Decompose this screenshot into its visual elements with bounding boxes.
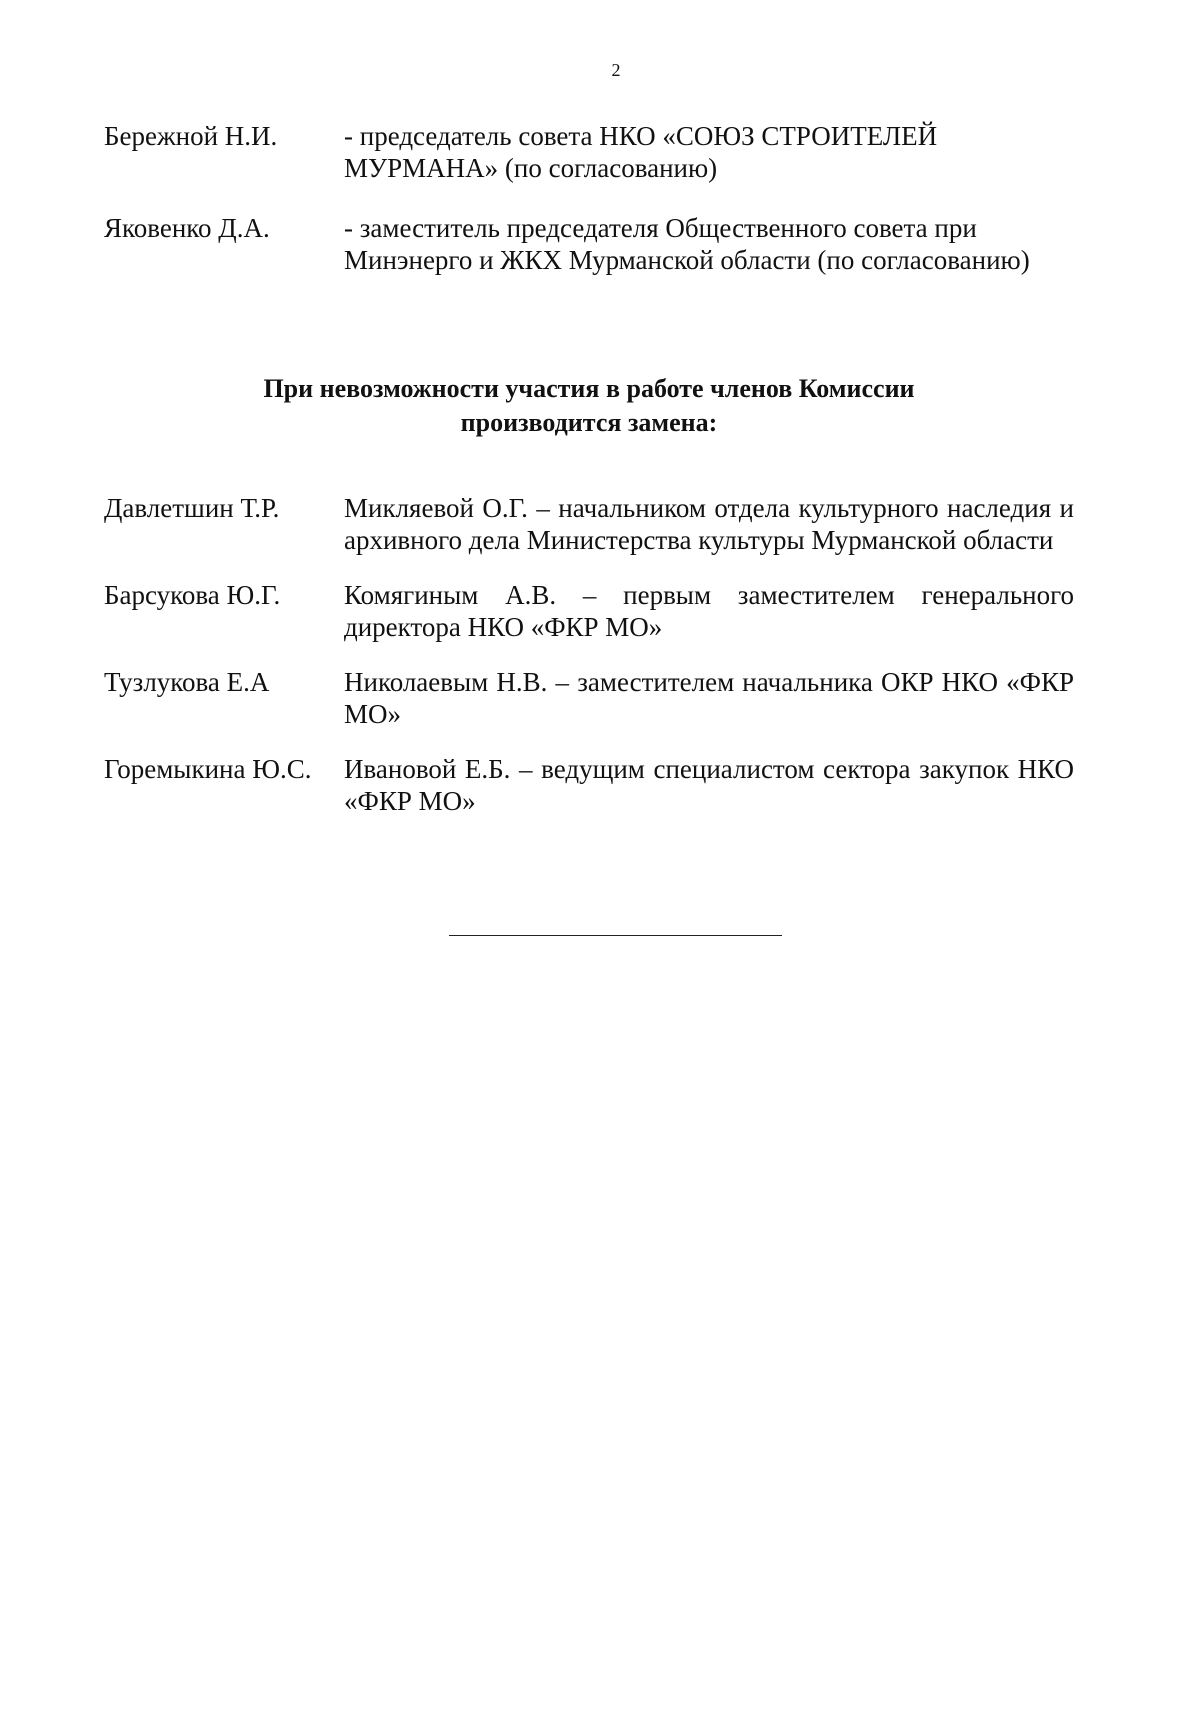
substitution-replacement: Ивановой Е.Б. – ведущим специалистом сектора закупок НКО «ФКР МО»: [344, 754, 1074, 816]
end-divider: [449, 935, 782, 936]
substitution-member-name: Тузлукова Е.А: [104, 667, 270, 697]
member-name: Бережной Н.И.: [104, 121, 278, 151]
substitutions-list: [104, 492, 1074, 840]
member-row: [104, 212, 1074, 276]
section-heading: [104, 372, 1074, 440]
substitution-member-name: Барсукова Ю.Г.: [104, 580, 281, 610]
members-list: [104, 120, 1074, 304]
substitution-replacement: Комягиным А.В. – первым заместителем генерального директора НКО «ФКР МО»: [344, 580, 1074, 642]
substitution-row: [104, 753, 1074, 817]
page-number: 2: [611, 60, 621, 80]
member-role: - председатель совета НКО «СОЮЗ СТРОИТЕЛЕЙ МУРМАНА» (по согласованию): [344, 121, 938, 183]
substitution-member-name: Горемыкина Ю.С.: [104, 754, 312, 784]
substitution-row: [104, 579, 1074, 643]
member-name: Яковенко Д.А.: [104, 213, 270, 243]
substitution-row: [104, 666, 1074, 730]
substitution-row: [104, 492, 1074, 556]
member-row: [104, 120, 1074, 184]
member-role: - заместитель председателя Общественного совета при Минэнерго и ЖКХ Мурманской области (по согласованию): [344, 213, 1030, 275]
substitution-replacement: Микляевой О.Г. – начальником отдела культурного наследия и архивного дела Министерства культуры Мурманской области: [344, 493, 1074, 555]
section-heading-line-1: При невозможности участия в работе членов Комиссии: [263, 374, 915, 403]
substitution-replacement: Николаевым Н.В. – заместителем начальника ОКР НКО «ФКР МО»: [344, 667, 1074, 729]
substitution-member-name: Давлетшин Т.Р.: [104, 493, 280, 523]
section-heading-line-2: производится замена:: [460, 408, 718, 437]
